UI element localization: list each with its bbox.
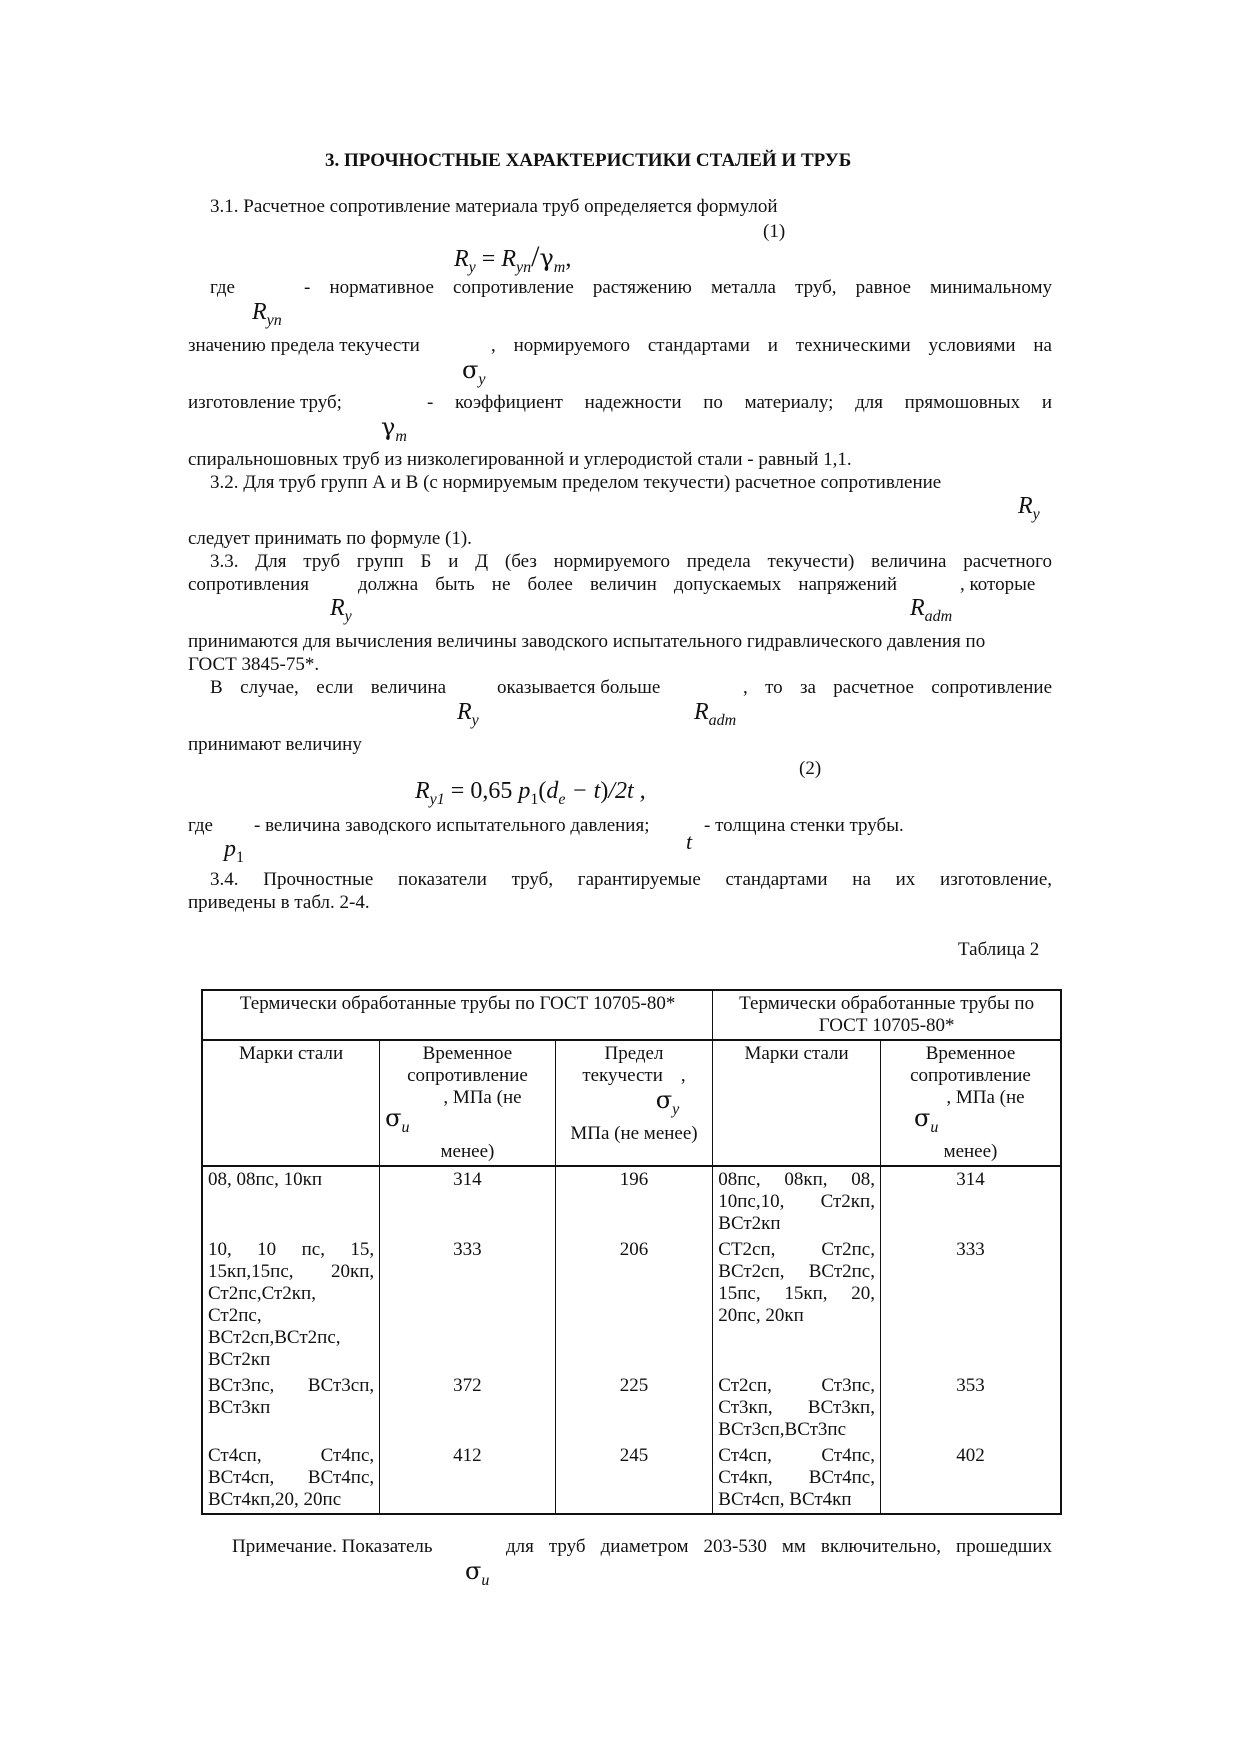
- table-row: [202, 1166, 1061, 1237]
- case-line-1a: В случае, если величина: [210, 677, 446, 698]
- cell-grade-left: Ст4сп, Ст4пс, ВСт4сп, ВСт4пс, ВСт4кп,20, 20пс: [202, 1443, 380, 1514]
- case-line-2: принимают величину: [188, 734, 362, 755]
- symbol-sigma-u-note: $\sigma_u$: [465, 1557, 490, 1589]
- page-title: 3. ПРОЧНОСТНЫЕ ХАРАКТЕРИСТИКИ СТАЛЕЙ И ТРУБ: [325, 150, 852, 171]
- cell-grade-right: Ст4сп, Ст4пс, Ст4кп, ВСт4пс, ВСт4сп, ВСт4кп: [713, 1443, 881, 1514]
- col-header-yield-left: Предел текучести , $\sigma_y$ МПа (не менее): [555, 1040, 713, 1166]
- equation-number-1: (1): [763, 221, 786, 242]
- paragraph-3-3-line-3: принимаются для вычисления величины заводского испытательного гидравлического давления по: [188, 631, 986, 652]
- cell-tensile-right: 314: [880, 1166, 1061, 1237]
- paragraph-3-4-line-1: 3.4. Прочностные показатели труб, гарантируемые стандартами на их изготовление,: [210, 869, 1052, 890]
- table-row: [202, 1237, 1061, 1373]
- cell-yield-left: 196: [555, 1166, 713, 1237]
- symbol-t: t: [686, 829, 693, 854]
- symbol-sigma-y: $\sigma_y$: [462, 356, 486, 388]
- where-word-1: где: [210, 277, 235, 298]
- cell-yield-left: 245: [555, 1443, 713, 1514]
- paragraph-3-3-line-4: ГОСТ 3845-75*.: [188, 654, 320, 675]
- where-line-2b: , нормируемого стандартами и техническими условиями на: [491, 335, 1052, 356]
- cell-grade-right: СТ2сп, Ст2пс, ВСт2сп, ВСт2пс, 15пс, 15кп, 20, 20пс, 20кп: [713, 1237, 881, 1373]
- case-line-1b: оказывается больше: [497, 677, 661, 698]
- symbol-ryn: $R_{yn}$: [252, 299, 282, 329]
- where-2-text-b: - толщина стенки трубы.: [704, 815, 904, 836]
- cell-yield-left: 225: [555, 1373, 713, 1443]
- col-header-grade-left: Марки стали: [202, 1040, 380, 1166]
- paragraph-3-2-line-2: следует принимать по формуле (1).: [188, 528, 472, 549]
- paragraph-3-3-line-1: 3.3. Для труб групп Б и Д (без нормируемого предела текучести) величина расчетного: [210, 551, 1052, 572]
- table-2: [201, 989, 1062, 1515]
- table-group-right: Термически обработанные трубы по ГОСТ 10705-80*: [713, 990, 1061, 1040]
- symbol-gamma-m: $\gamma_m$: [381, 413, 407, 445]
- cell-tensile-left: 372: [380, 1373, 556, 1443]
- cell-tensile-right: 402: [880, 1443, 1061, 1514]
- cell-tensile-left: 333: [380, 1237, 556, 1373]
- symbol-radm-3-3: $R_{adm}$: [910, 595, 953, 625]
- equation-1: $R_y = R_{yn}/\gamma_m$,: [454, 240, 572, 276]
- symbol-p1: $p_1$: [224, 836, 244, 866]
- symbol-radm-case: $R_{adm}$: [694, 699, 737, 729]
- symbol-ry-3-3: $R_y$: [330, 595, 352, 625]
- equation-number-2: (2): [799, 758, 822, 779]
- cell-tensile-right: 353: [880, 1373, 1061, 1443]
- where-2-text-a: - величина заводского испытательного давления;: [254, 815, 650, 836]
- cell-grade-right: 08пс, 08кп, 08, 10пс,10, Ст2кп, ВСт2кп: [713, 1166, 881, 1237]
- note-text-b: для труб диаметром 203-530 мм включительно, прошедших: [506, 1536, 1052, 1557]
- paragraph-3-1: 3.1. Расчетное сопротивление материала труб определяется формулой: [210, 196, 778, 217]
- where-line-1: - нормативное сопротивление растяжению металла труб, равное минимальному: [304, 277, 1052, 298]
- cell-tensile-right: 333: [880, 1237, 1061, 1373]
- where-line-2a: значению предела текучести: [188, 335, 420, 356]
- cell-grade-left: 08, 08пс, 10кп: [202, 1166, 380, 1237]
- where-word-2: где: [188, 815, 213, 836]
- symbol-ry-case: $R_y$: [457, 699, 479, 729]
- note-text-a: Примечание. Показатель: [232, 1536, 433, 1557]
- symbol-ry-3-2: $R_y$: [1018, 493, 1040, 523]
- where-line-4: спиральношовных труб из низколегированной и углеродистой стали - равный 1,1.: [188, 449, 852, 470]
- table-row: [202, 1373, 1061, 1443]
- cell-grade-left: ВСт3пс, ВСт3сп, ВСт3кп: [202, 1373, 380, 1443]
- where-line-3b: - коэффициент надежности по материалу; для прямошовных и: [427, 392, 1052, 413]
- case-line-1c: , то за расчетное сопротивление: [743, 677, 1052, 698]
- cell-grade-left: 10, 10 пс, 15, 15кп,15пс, 20кп, Ст2пс,Ст2кп, Ст2пс, ВСт2сп,ВСт2пс, ВСт2кп: [202, 1237, 380, 1373]
- table-group-left: Термически обработанные трубы по ГОСТ 10705-80*: [202, 990, 713, 1040]
- col-header-tensile-right: Временное сопротивление , МПа (не $\sigma_u$ менее): [880, 1040, 1061, 1166]
- paragraph-3-3-line-2c: , которые: [960, 574, 1036, 595]
- paragraph-3-3-line-2b: должна быть не более величин допускаемых напряжений: [358, 574, 897, 595]
- cell-tensile-left: 314: [380, 1166, 556, 1237]
- table-caption: Таблица 2: [958, 939, 1040, 960]
- col-header-grade-right: Марки стали: [713, 1040, 881, 1166]
- cell-tensile-left: 412: [380, 1443, 556, 1514]
- where-line-3a: изготовление труб;: [188, 392, 342, 413]
- cell-grade-right: Ст2сп, Ст3пс, Ст3кп, ВСт3кп, ВСт3сп,ВСт3пс: [713, 1373, 881, 1443]
- table-row: [202, 1443, 1061, 1514]
- col-header-tensile-left: Временное сопротивление , МПа (не $\sigma_u$ менее): [380, 1040, 556, 1166]
- paragraph-3-3-line-2a: сопротивления: [188, 574, 310, 595]
- paragraph-3-4-line-2: приведены в табл. 2-4.: [188, 892, 370, 913]
- equation-2: $R_{y1} = 0,65$ $p_1(d_e - t)/2t$ ,: [415, 778, 646, 808]
- paragraph-3-2-line-1: 3.2. Для труб групп А и В (с нормируемым пределом текучести) расчетное сопротивление: [210, 472, 942, 493]
- cell-yield-left: 206: [555, 1237, 713, 1373]
